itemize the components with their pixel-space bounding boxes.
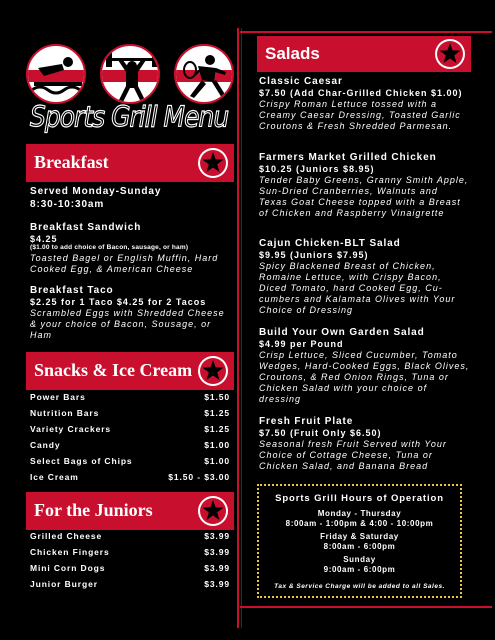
list-item: Select Bags of Chips $1.00 (30, 456, 230, 466)
snacks-header (26, 352, 234, 390)
item-name: Cajun Chicken-BLT Salad (259, 238, 401, 249)
list-item: Variety Crackers $1.25 (30, 424, 230, 434)
item-name: Build Your Own Garden Salad (259, 327, 425, 338)
hours-time: 8:00am - 6:00pm (323, 542, 396, 551)
hours-day: Sunday (343, 555, 376, 564)
item-price: $7.50 (Fruit Only $6.50) (259, 428, 382, 438)
list-item: Mini Corn Dogs $3.99 (30, 563, 230, 573)
star-icon (435, 39, 465, 69)
hours-title: Sports Grill Hours of Operation (275, 493, 444, 504)
juniors-header (26, 492, 234, 530)
hours-day: Friday & Saturday (320, 532, 399, 541)
tennis-player-icon (174, 44, 234, 104)
item-price: $7.50 (Add Char-Grilled Chicken $1.00) (259, 88, 463, 98)
item-name: Classic Caesar (259, 76, 343, 87)
divider-top (240, 31, 492, 33)
breakfast-hours: 8:30-10:30am (30, 199, 105, 210)
juniors-title: For the Juniors (34, 500, 153, 520)
star-icon (198, 356, 228, 386)
divider-bottom (240, 606, 492, 608)
item-price: $4.99 per Pound (259, 339, 344, 349)
item-description: Seasonal fresh Fruit Served with Your Choice of Cottage Cheese, Tuna or Chicken Salad, and Banana Bread (259, 439, 447, 471)
breakfast-served: Served Monday-Sunday (30, 186, 162, 197)
item-name: Breakfast Taco (30, 285, 114, 296)
logo-title: Sports Grill Menu (30, 99, 229, 134)
item-price: $9.95 (Juniors $7.95) (259, 250, 369, 260)
item-name: Fresh Fruit Plate (259, 416, 354, 427)
item-description: Crisp Lettuce, Sliced Cucumber, Tomato Wedges, Hard-Cooked Eggs, Black Olives, Croutons, & Red Onion Rings, Tuna or Chicken Salad with your choice of dressing (259, 350, 470, 404)
weightlifter-icon (100, 44, 160, 104)
list-item: Chicken Fingers $3.99 (30, 547, 230, 557)
item-description: Crispy Roman Lettuce tossed with a Creamy Caesar Dressing, Toasted Garlic Croutons & Fresh Shredded Parmesan. (259, 99, 461, 131)
item-price: $4.25 (30, 234, 58, 244)
item-description: Tender Baby Greens, Granny Smith Apple, Sun-Dried Cranberries, Walnuts and Texas Goat Cheese topped with a Breast of Chicken and Raspberry Vinaigrette (259, 175, 469, 218)
list-item: Candy $1.00 (30, 440, 230, 450)
item-description: Toasted Bagel or English Muffin, Hard Cooked Egg, & American Cheese (30, 253, 219, 274)
list-item: Power Bars $1.50 (30, 392, 230, 402)
star-icon (198, 496, 228, 526)
breakfast-header (26, 144, 234, 182)
item-description: Spicy Blackened Breast of Chicken, Romaine Lettuce, with Crispy Bacon, Diced Tomato, hard Cooked Egg, Cu- cumbers and Kalamata Olives with Your Choice of Dressing (259, 261, 456, 315)
item-name: Farmers Market Grilled Chicken (259, 152, 437, 163)
item-price: $10.25 (Juniors $8.95) (259, 164, 375, 174)
list-item: Grilled Cheese $3.99 (30, 531, 230, 541)
item-price: $2.25 for 1 Taco $4.25 for 2 Tacos (30, 297, 207, 307)
hours-day: Monday - Thursday (317, 509, 402, 518)
item-name: Breakfast Sandwich (30, 222, 142, 233)
salads-header (257, 36, 471, 72)
list-item: Junior Burger $3.99 (30, 579, 230, 589)
list-item: Ice Cream $1.50 - $3.00 (30, 472, 230, 482)
swimmer-icon (26, 44, 86, 104)
list-item: Nutrition Bars $1.25 (30, 408, 230, 418)
tax-note: Tax & Service Charge will be added to all Sales. (274, 583, 445, 590)
logo (20, 40, 242, 140)
item-description: Scrambled Eggs with Shredded Cheese & your choice of Bacon, Sousage, or Ham (30, 308, 225, 340)
hours-time: 9:00am - 6:00pm (323, 565, 396, 574)
snacks-title: Snacks & Ice Cream (34, 360, 193, 380)
breakfast-title: Breakfast (34, 152, 109, 172)
star-icon (198, 148, 228, 178)
salads-title: Salads (265, 44, 320, 63)
hours-time: 8:00am - 1:00pm & 4:00 - 10:00pm (285, 519, 434, 528)
item-note: ($1.00 to add choice of Bacon, sausage, or ham) (30, 244, 189, 251)
hours-box (257, 484, 462, 598)
